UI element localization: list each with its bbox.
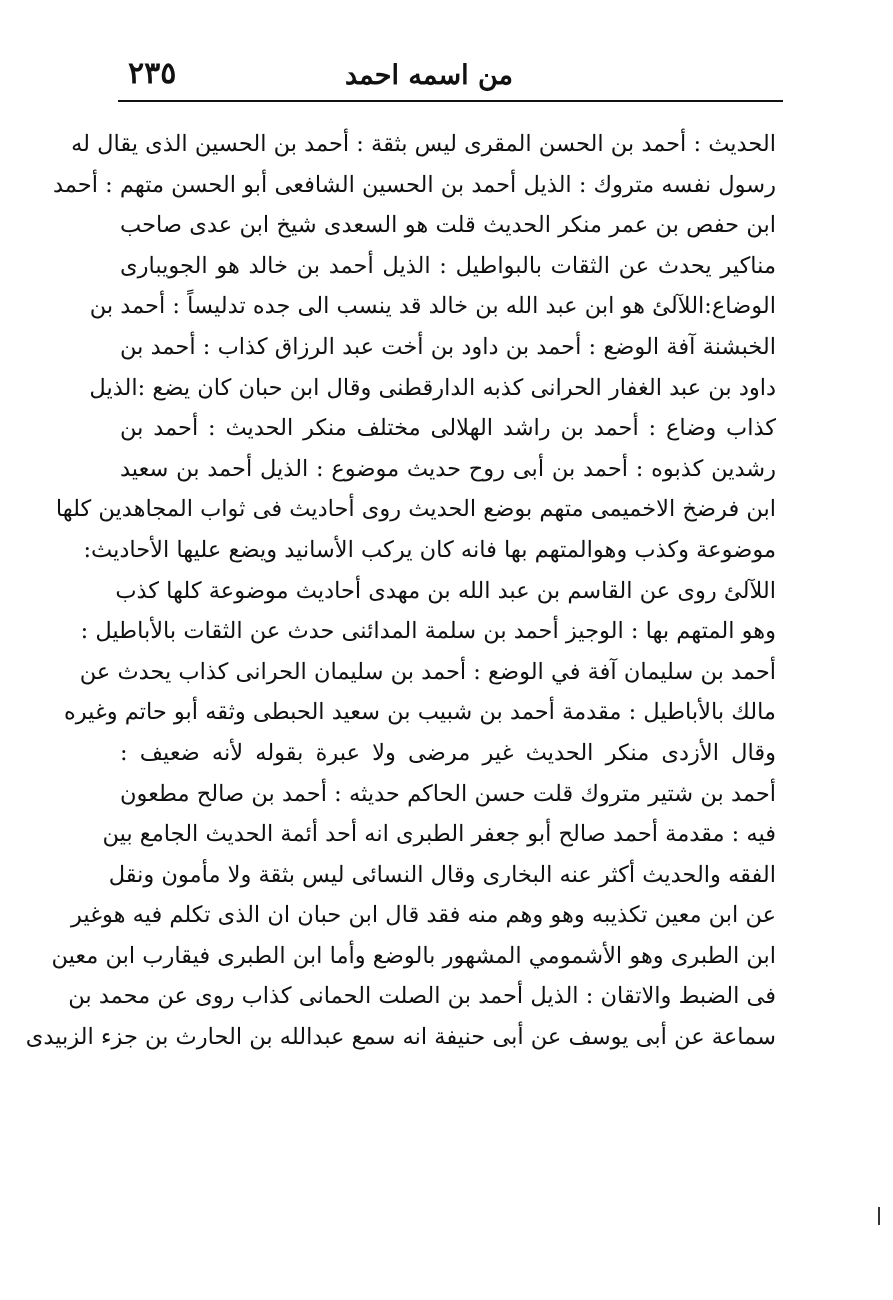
text-line: الخبشنة آفة الوضع : أحمد بن داود بن أخت عبد الرزاق كذاب : أحمد بن bbox=[120, 333, 776, 360]
page-header bbox=[118, 56, 783, 102]
text-line: داود بن عبد الغفار الحرانى كذبه الدارقطنى وقال ابن حبان كان يضع :الذيل bbox=[89, 374, 776, 401]
text-line: الحديث : أحمد بن الحسن المقرى ليس بثقة : أحمد بن الحسين الذى يقال له bbox=[71, 131, 776, 157]
text-line: اللآلئ روى عن القاسم بن عبد الله بن مهدى أحاديث موضوعة كلها كذب bbox=[115, 577, 776, 604]
text-line: سماعة عن أبى يوسف عن أبى حنيفة انه سمع عبدالله بن الحارث بن جزء الزبيدى bbox=[25, 1024, 776, 1051]
text-line: رشدين كذبوه : أحمد بن أبى روح حديث موضوع : الذيل أحمد بن سعيد bbox=[120, 455, 776, 482]
text-line: كذاب وضاع : أحمد بن راشد الهلالى مختلف منكر الحديث : أحمد بن bbox=[120, 415, 776, 442]
text-line: رسول نفسه متروك : الذيل أحمد بن الحسين الشافعى أبو الحسن متهم : أحمد bbox=[52, 171, 776, 198]
text-line: الفقه والحديث أكثر عنه البخارى وقال النسائى ليس بثقة ولا مأمون ونقل bbox=[108, 861, 776, 888]
text-line: فى الضبط والاتقان : الذيل أحمد بن الصلت الحمانى كذاب روى عن محمد بن bbox=[68, 983, 776, 1010]
text-line: وهو المتهم بها : الوجيز أحمد بن سلمة المدائنى حدث عن الثقات بالأباطيل : bbox=[80, 618, 776, 645]
margin-mark bbox=[878, 1207, 880, 1225]
text-line: وقال الأزدى منكر الحديث غير مرضى ولا عبرة بقوله لأنه ضعيف : bbox=[120, 739, 776, 766]
text-line: أحمد بن سليمان آفة في الوضع : أحمد بن سليمان الحرانى كذاب يحدث عن bbox=[79, 658, 776, 685]
page-number: ٢٣٥ bbox=[128, 56, 177, 91]
running-head: من اسمه احمد bbox=[345, 60, 513, 91]
text-line: عن ابن معين تكذيبه وهو وهم منه فقد قال ابن حبان ان الذى تكلم فيه هوغير bbox=[71, 902, 776, 929]
text-line: موضوعة وكذب وهوالمتهم بها فانه كان يركب الأسانيد ويضع عليها الأحاديث: bbox=[83, 536, 776, 563]
text-line: ابن فرضخ الاخميمى متهم بوضع الحديث روى أحاديث فى ثواب المجاهدين كلها bbox=[55, 496, 776, 523]
text-line: مناكير يحدث عن الثقات بالبواطيل : الذيل أحمد بن خالد هو الجويبارى bbox=[120, 252, 776, 279]
body-text bbox=[25, 124, 776, 1058]
text-line: ابن حفص بن عمر منكر الحديث قلت هو السعدى شيخ ابن عدى صاحب bbox=[120, 212, 776, 239]
text-line: مالك بالأباطيل : مقدمة أحمد بن شبيب بن سعيد الحبطى وثقه أبو حاتم وغيره bbox=[63, 699, 776, 726]
text-line: فيه : مقدمة أحمد صالح أبو جعفر الطبرى انه أحد أئمة الحديث الجامع بين bbox=[102, 821, 776, 848]
text-line: ابن الطبرى وهو الأشمومي المشهور بالوضع وأما ابن الطبرى فيقارب ابن معين bbox=[51, 942, 776, 969]
text-line: الوضاع:اللآلئ هو ابن عبد الله بن خالد قد ينسب الى جده تدليساً : أحمد بن bbox=[89, 293, 776, 320]
text-line: أحمد بن شتير متروك قلت حسن الحاكم حديثه : أحمد بن صالح مطعون bbox=[120, 780, 776, 807]
